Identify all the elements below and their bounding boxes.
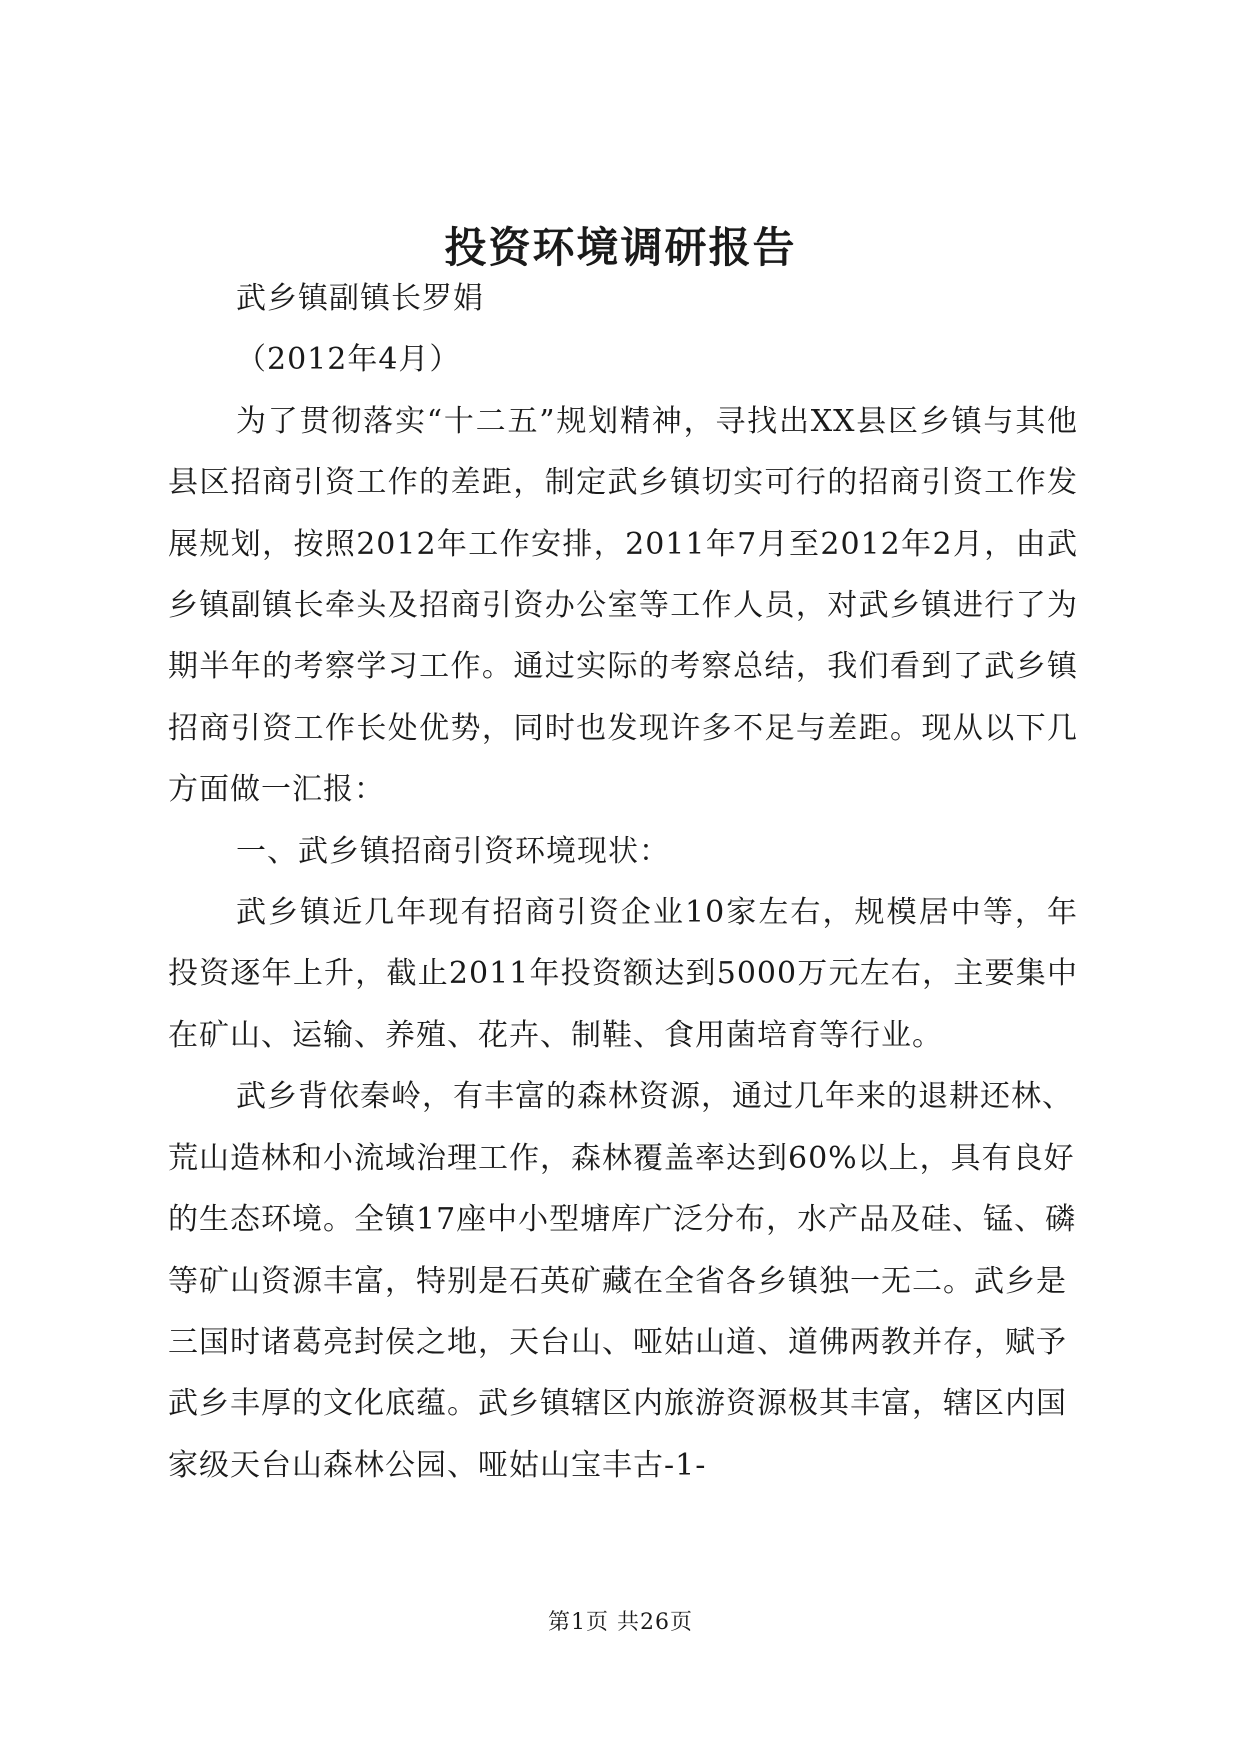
paragraph-intro: 为了贯彻落实“十二五”规划精神，寻找出XX县区乡镇与其他县区招商引资工作的差距，制定武乡镇切实可行的招商引资工作发展规划，按照2012年工作安排，2011年7月至2012年2月，由武乡镇副镇长牵头及招商引资办公室等工作人员，对武乡镇进行了为期半年的考察学习工作。通过实际的考察总结，我们看到了武乡镇招商引资工作长处优势，同时也发现许多不足与差距。现从以下几方面做一汇报：: [168, 403, 1078, 808]
document-title: 投资环境调研报告: [444, 223, 797, 272]
paragraph-resources: 武乡背依秦岭，有丰富的森林资源，通过几年来的退耕还林、荒山造林和小流域治理工作，森林覆盖率达到60%以上，具有良好的生态环境。全镇17座中小型塘库广泛分布，水产品及硅、锰、磷等矿山资源丰富，特别是石英矿藏在全省各乡镇独一无二。武乡是三国时诸葛亮封侯之地，天台山、哑姑山道、道佛两教并存，赋予武乡丰厚的文化底蕴。武乡镇辖区内旅游资源极其丰富，辖区内国家级天台山森林公园、哑姑山宝丰古-1-: [168, 1079, 1077, 1483]
section-heading-1: 一、武乡镇招商引资环境现状：: [236, 833, 670, 869]
document-body: [168, 268, 1078, 1496]
date-line: （2012年4月）: [236, 342, 461, 378]
paragraph-enterprises: 武乡镇近几年现有招商引资企业10家左右，规模居中等，年投资逐年上升，截止2011年投资额达到5000万元左右，主要集中在矿山、运输、养殖、花卉、制鞋、食用菌培育等行业。: [168, 895, 1078, 1053]
author-line: 武乡镇副镇长罗娟: [236, 281, 484, 316]
page-footer: 第1页 共26页: [548, 1610, 693, 1635]
